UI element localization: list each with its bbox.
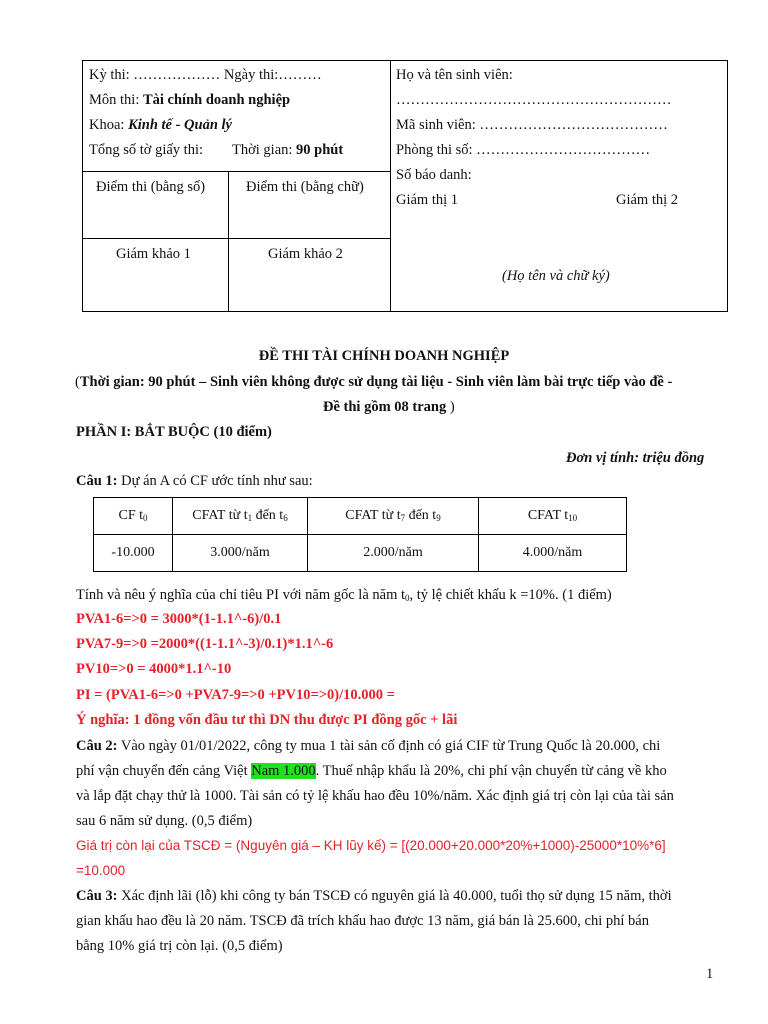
question-3-line-2: gian khấu hao đều là 20 năm. TSCĐ đã trích khấu hao được 13 năm, giá bán là 25.600, chi phí bán: [76, 913, 649, 929]
exam-title: ĐỀ THI TÀI CHÍNH DOANH NGHIỆP: [258, 348, 510, 364]
header-divider-vertical: [390, 60, 391, 312]
table-header-row: [94, 498, 627, 535]
exam-room-line: Phòng thi số: ………………………………: [396, 142, 651, 158]
duration-line: Thời gian: 90 phút: [232, 142, 344, 158]
exam-subtitle-1: (Thời gian: 90 phút – Sinh viên không được sử dụng tài liệu - Sinh viên làm bài trực tiếp vào đề -: [75, 374, 673, 390]
q1-answer-line-1: PVA1-6=>0 = 3000*(1-1.1^-6)/0.1: [76, 611, 282, 627]
table-cell: 2.000/năm: [308, 535, 479, 572]
question-3-line-3: bằng 10% giá trị còn lại. (0,5 điểm): [76, 938, 283, 954]
header-divider-score-mid: [82, 238, 390, 239]
question-2-line-3: và lắp đặt chạy thử là 1000. Tài sản có tỷ lệ khấu hao đều 10%/năm. Xác định giá trị còn lại của tài sản: [76, 788, 674, 804]
candidate-number-label: Số báo danh:: [396, 167, 472, 183]
question-2-line-2: phí vận chuyển đến cảng Việt Nam 1.000. Thuế nhập khẩu là 20%, chi phí vận chuyển từ cảng về kho: [76, 763, 667, 779]
table-header-cell: CFAT từ $t_1$ đến $t_6$: [173, 498, 308, 535]
table-cell: 4.000/năm: [479, 535, 627, 572]
q2-answer-line-1: Giá trị còn lại của TSCĐ = (Nguyên giá – KH lũy kế) = [(20.000+20.000*20%+1000)-25000*10%*6]: [76, 838, 666, 853]
q1-answer-line-2: PVA7-9=>0 =2000*((1-1.1^-3)/0.1)*1.1^-6: [76, 636, 334, 652]
q1-answer-line-4: PI = (PVA1-6=>0 +PVA7-9=>0 +PV10=>0)/10.000 =: [76, 687, 395, 703]
unit-note: Đơn vị tính: triệu đồng: [566, 450, 705, 466]
table-header-cell: CF $t_0$: [94, 498, 173, 535]
student-id-line: Mã sinh viên: …………………………………: [396, 117, 668, 133]
exam-subtitle-2: Đề thi gồm 08 trang ): [323, 399, 455, 415]
faculty-line: Khoa: Kinh tế - Quản lý: [89, 117, 232, 133]
question-3-line-1: Câu 3: Xác định lãi (lỗ) khi công ty bán TSCĐ có nguyên giá là 40.000, tuổi thọ sử dụng 15 năm, thời: [76, 888, 672, 904]
proctor-1-label: Giám thị 1: [396, 192, 459, 208]
question-1-intro: Câu 1: Dự án A có CF ước tính như sau:: [76, 473, 313, 489]
q1-answer-line-3: PV10=>0 = 4000*1.1^-10: [76, 661, 232, 677]
question-1-prompt: Tính và nêu ý nghĩa của chỉ tiêu PI với năm gốc là năm $t_0$, tỷ lệ chiết khấu k =10%. (1 điểm): [76, 587, 612, 603]
highlighted-text: Nam 1.000: [251, 763, 316, 779]
question-2-line-4: sau 6 năm sử dụng. (0,5 điểm): [76, 813, 253, 829]
student-name-dots: …………………………………………………: [396, 92, 672, 108]
page-number: 1: [706, 966, 714, 982]
sheet-count-label: Tổng số tờ giấy thi:: [89, 142, 203, 158]
cash-flow-table: [93, 497, 627, 572]
question-2-line-1: Câu 2: Vào ngày 01/01/2022, công ty mua 1 tài sản cố định có giá CIF từ Trung Quốc là 20.000, chi: [76, 738, 661, 754]
q2-answer-line-2: =10.000: [76, 863, 126, 878]
subject-line: Môn thi: Tài chính doanh nghiệp: [89, 92, 291, 108]
table-row: [94, 535, 627, 572]
score-words-label: Điểm thi (bằng chữ): [246, 179, 364, 195]
table-header-cell: CFAT $t_{10}$: [479, 498, 627, 535]
score-number-label: Điểm thi (bằng số): [96, 179, 206, 195]
header-divider-score-top: [82, 171, 390, 172]
header-divider-score-col: [228, 171, 229, 312]
table-cell: -10.000: [94, 535, 173, 572]
exam-session-line: Kỳ thi: ……………… Ngày thi:………: [89, 67, 322, 83]
q1-answer-meaning: Ý nghĩa: 1 đồng vốn đầu tư thì DN thu được PI đồng gốc + lãi: [76, 712, 458, 728]
table-cell: 3.000/năm: [173, 535, 308, 572]
examiner-2-label: Giám khảo 2: [268, 246, 343, 262]
proctor-2-label: Giám thị 2: [616, 192, 679, 208]
table-header-cell: CFAT từ $t_7$ đến $t_9$: [308, 498, 479, 535]
examiner-1-label: Giám khảo 1: [116, 246, 191, 262]
student-name-label: Họ và tên sinh viên:: [396, 67, 513, 83]
part1-heading: PHẦN I: BẮT BUỘC (10 điểm): [76, 424, 272, 440]
signature-note: (Họ tên và chữ ký): [502, 268, 610, 284]
